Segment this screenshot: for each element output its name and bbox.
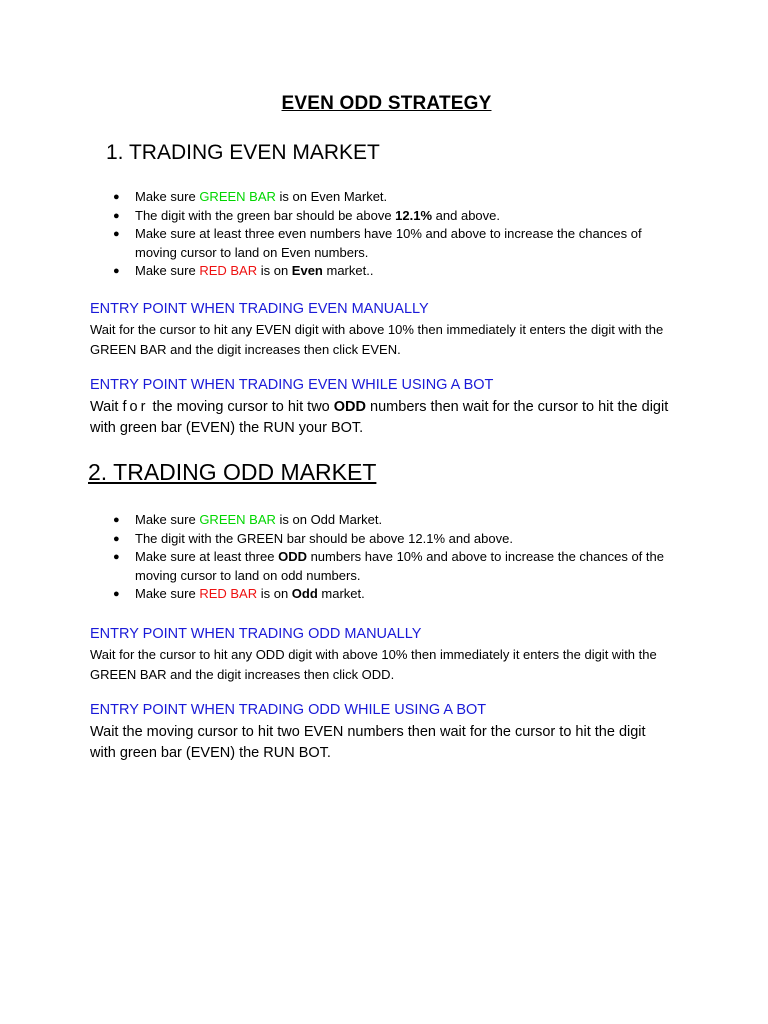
- section1-bullet-list: [113, 188, 673, 281]
- section1-bot-text: Wait for the moving cursor to hit two ODD numbers then wait for the cursor to hit the digit with green bar (EVEN) the RUN your BOT.: [90, 399, 669, 436]
- section2-manual-text: Wait for the cursor to hit any ODD digit with above 10% then immediately it enters the digit with the GREEN BAR and the digit increases then click ODD.: [90, 647, 657, 682]
- list-item: ● The digit with the green bar should be above 12.1% and above.: [113, 207, 673, 226]
- section1-manual-text: Wait for the cursor to hit any EVEN digit with above 10% then immediately it enters the digit with the GREEN BAR and the digit increases then click EVEN.: [90, 322, 664, 357]
- section1-heading: 1. TRADING EVEN MARKET: [106, 141, 380, 164]
- section2-bullet-list: [113, 511, 673, 604]
- list-item: ● Make sure RED BAR is on Odd market.: [113, 585, 673, 604]
- list-item: ● Make sure at least three ODD numbers have 10% and above to increase the chances of the moving cursor to land on odd numbers.: [113, 548, 673, 585]
- list-item: ● Make sure at least three even numbers have 10% and above to increase the chances of moving cursor to land on Even numbers.: [113, 225, 673, 262]
- list-item: ● Make sure GREEN BAR is on Odd Market.: [113, 511, 673, 530]
- list-item: ● Make sure GREEN BAR is on Even Market.: [113, 188, 673, 207]
- list-item: ● The digit with the GREEN bar should be above 12.1% and above.: [113, 530, 673, 549]
- section2-bot-heading: ENTRY POINT WHEN TRADING ODD WHILE USING A BOT: [90, 702, 487, 718]
- section2-bot-text: Wait the moving cursor to hit two EVEN numbers then wait for the cursor to hit the digit with green bar (EVEN) the RUN BOT.: [90, 724, 646, 761]
- section1-bot-heading: ENTRY POINT WHEN TRADING EVEN WHILE USING A BOT: [90, 377, 494, 393]
- section2-manual-heading: ENTRY POINT WHEN TRADING ODD MANUALLY: [90, 626, 422, 642]
- document-title: EVEN ODD STRATEGY: [281, 93, 492, 114]
- section2-heading: 2. TRADING ODD MARKET: [88, 459, 377, 485]
- list-item: ● Make sure RED BAR is on Even market..: [113, 262, 673, 281]
- section1-manual-heading: ENTRY POINT WHEN TRADING EVEN MANUALLY: [90, 301, 429, 317]
